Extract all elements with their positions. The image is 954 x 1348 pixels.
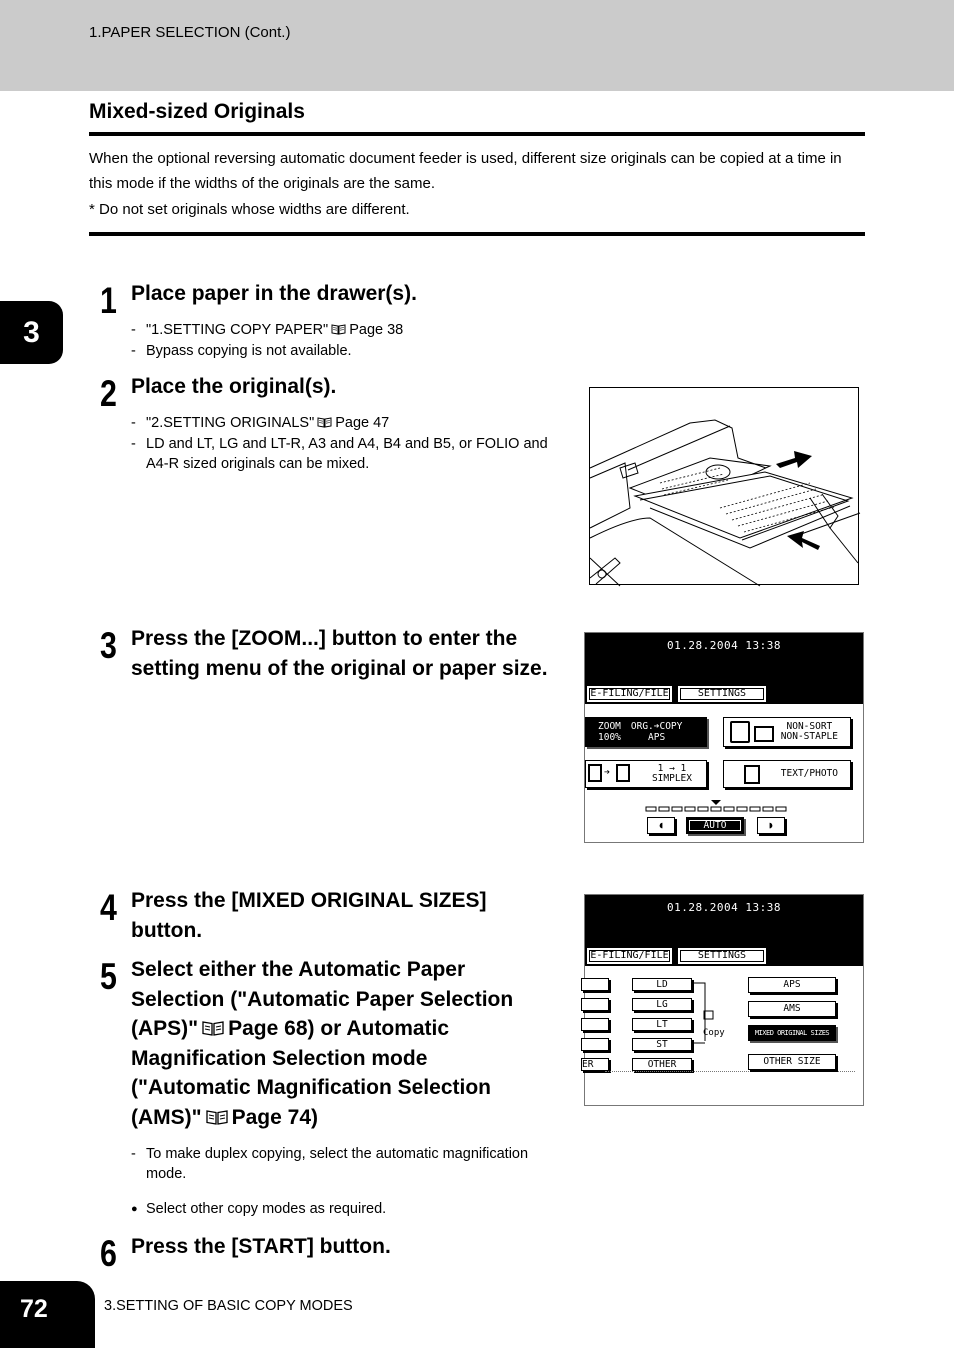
note-text: * Do not set originals whose widths are different. [89,201,410,218]
step-5-bullet-1 [131,1144,551,1184]
bullet-text: Bypass copying is not available. [146,343,352,359]
aps-ref-text: (APS)" [131,1017,199,1041]
feeder-drawing [590,388,860,586]
density-scale [645,798,790,814]
org-copy-label: ORG.➔COPY [630,721,683,732]
auto-density-button[interactable] [686,817,744,834]
step-6-title: Press the [START] button. [131,1235,391,1258]
mixed-original-sizes-button[interactable]: MIXED ORIGINAL SIZES [748,1025,836,1041]
intro-paragraph: When the optional reversing automatic document feeder is used, different size originals can be copied at a time in this mode if the widths of the originals are the same. [89,150,842,192]
clipped-label: ER [582,1058,594,1070]
original-other-button[interactable] [581,1058,609,1071]
step-5-bullet-2 [131,1199,551,1219]
aps-button[interactable]: APS [748,977,836,993]
panel-header [585,895,863,966]
bullet-dot-icon: ● [131,1203,138,1215]
tab-settings[interactable]: SETTINGS [678,948,766,964]
step-1-bullet-1 [131,320,403,340]
footer-chapter-title: 3.SETTING OF BASIC COPY MODES [104,1298,353,1314]
original-size-button-3[interactable] [581,1018,609,1031]
step-1-bullet-2 [131,341,352,361]
paper-st-button[interactable]: ST [632,1038,692,1051]
step-5-line-4: Magnification Selection mode [131,1046,428,1070]
page-link[interactable]: Page 38 [349,322,404,338]
step-2-title: Place the original(s). [131,375,337,398]
original-size-button-2[interactable] [581,998,609,1011]
ams-page-link[interactable]: Page 74) [231,1105,318,1129]
bullet-dash: - [131,415,136,431]
step-3-title: Press the [ZOOM...] button to enter the setting menu of the original or paper size. [131,627,548,680]
touch-panel-basic [584,632,864,843]
duplex-button[interactable] [585,760,707,788]
page-number: 72 [0,1281,95,1348]
bullet-dash: - [131,1146,136,1162]
bullet-dash: - [131,322,136,338]
zoom-value: 100% [598,732,621,743]
bullet-text: LD and LT, LG and LT-R, A3 and A4, B4 and B5, or FOLIO and A4-R sized originals can be mixed. [146,436,548,472]
paper-ld-button[interactable]: LD [632,978,692,991]
duplex-top-label: 1 → 1 [657,763,687,774]
text-photo-label: TEXT/PHOTO [780,768,838,779]
section-title: Mixed-sized Originals [89,100,305,123]
bullet-dash: - [131,436,136,452]
duplex-label-group [652,764,692,784]
reference-text: "1.SETTING COPY PAPER" [146,322,329,338]
feeder-illustration [589,387,859,585]
step-2-bullet-2 [131,434,571,474]
copy-icon [616,764,630,782]
darker-button[interactable] [757,817,785,834]
bullet-text: Select other copy modes as required. [146,1201,387,1217]
touch-panel-zoom [584,894,864,1106]
lighter-button[interactable] [647,817,675,834]
book-icon [317,416,332,428]
ams-ref-text: (AMS)" [131,1105,202,1129]
divider-top [89,132,865,136]
ams-button[interactable]: AMS [748,1001,836,1017]
copy-label: Copy [703,1028,725,1038]
tab-settings[interactable]: SETTINGS [678,686,766,702]
step-4-title: Press the [MIXED ORIGINAL SIZES] button. [131,889,487,942]
panel-divider [605,1071,855,1072]
original-size-button-1[interactable] [581,978,609,991]
org-copy-group [631,721,682,743]
divider-bottom [89,232,865,236]
panel-clock: 01.28.2004 13:38 [667,639,781,652]
copy-bracket [693,981,723,1051]
step-2-number: 2 [100,373,117,414]
zoom-label: ZOOM [598,721,621,732]
document-icon [744,765,760,784]
header-band [0,0,954,91]
paper-other-button[interactable]: OTHER [632,1058,692,1071]
other-size-button[interactable]: OTHER SIZE [748,1054,836,1070]
zoom-button[interactable] [585,717,707,747]
paper-lg-button[interactable]: LG [632,998,692,1011]
original-icon [588,764,602,782]
step-5-number: 5 [100,956,117,997]
step-5-line-2: Selection ("Automatic Paper Selection [131,987,514,1011]
lighter-icon: ◖ [658,819,664,831]
text-photo-button[interactable] [723,760,851,788]
step-5-line-6 [131,1103,571,1133]
arrow-right-icon: ➔ [604,767,611,778]
reference-text: "2.SETTING ORIGINALS" [146,415,315,431]
running-head: 1.PAPER SELECTION (Cont.) [89,24,291,41]
step-5-title [131,955,571,1133]
darker-icon: ◗ [768,819,774,831]
auto-label: AUTO [703,819,727,831]
tab-e-filing[interactable]: E-FILING/FILE [587,948,672,964]
book-icon [331,323,346,335]
chapter-tab: 3 [0,301,63,364]
step-5-line-3 [131,1014,571,1044]
step-3-number: 3 [100,625,117,666]
nonstaple-label: NON-STAPLE [780,731,838,742]
duplex-bottom-label: SIMPLEX [651,773,692,784]
sort-label-group [781,722,838,742]
original-size-button-4[interactable] [581,1038,609,1051]
zoom-label-group [598,721,621,743]
tab-e-filing[interactable]: E-FILING/FILE [587,686,672,702]
bullet-dash: - [131,343,136,359]
aps-label: APS [648,732,666,743]
book-icon [202,1019,224,1037]
panel-clock: 01.28.2004 13:38 [667,901,781,914]
nonsort-label: NON-SORT [786,721,833,732]
bullet-text: To make duplex copying, select the automatic magnification mode. [146,1146,529,1182]
sort-icon [730,721,750,743]
panel-header [585,633,863,704]
step-5-line-5: ("Automatic Magnification Selection [131,1076,491,1100]
paper-lt-button[interactable]: LT [632,1018,692,1031]
aps-page-link[interactable]: Page 68) or Automatic [228,1017,450,1041]
step-1-number: 1 [100,280,117,321]
step-5-line-1: Select either the Automatic Paper [131,958,466,981]
book-icon [206,1108,228,1126]
step-4-number: 4 [100,887,117,928]
staple-icon [754,726,774,742]
step-2-bullet-1 [131,413,389,433]
step-6-number: 6 [100,1233,117,1274]
sort-mode-button[interactable] [723,717,851,747]
step-1-title: Place paper in the drawer(s). [131,282,417,305]
page-link[interactable]: Page 47 [335,415,390,431]
